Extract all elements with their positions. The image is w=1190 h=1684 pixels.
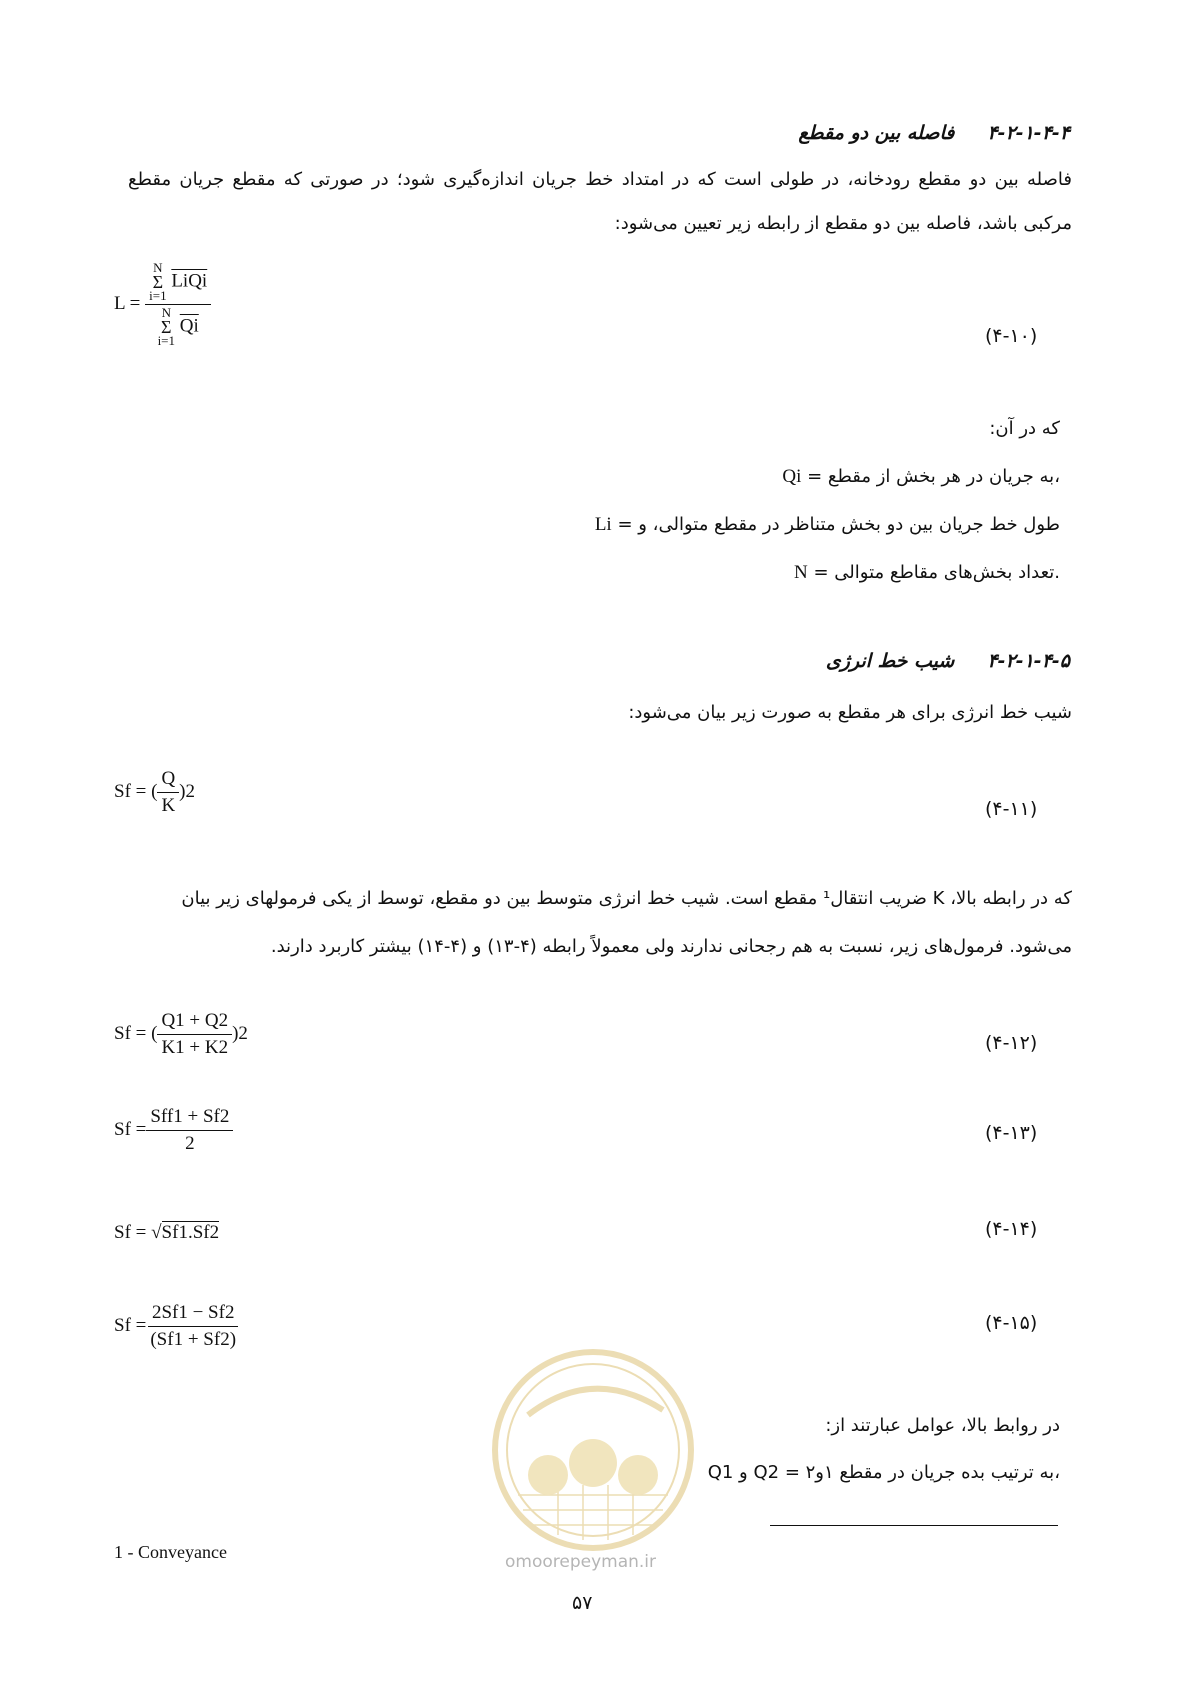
equation-4-10 <box>114 262 211 347</box>
equation-label-4-11: (۴-۱۱) <box>985 798 1038 820</box>
section-title: شیب خط انرژی <box>825 650 955 672</box>
section-heading-4-2-1-4-4 <box>470 122 1070 144</box>
section-number: ۴-۲-۱-۴-۵ <box>987 650 1070 672</box>
equation-4-15: Sf = $\frac{2Sf1 - Sf2}{(Sf1 + Sf2)}$ <box>114 1302 240 1351</box>
equation-label-4-10: (۴-۱۰) <box>985 325 1038 347</box>
logo-seal-icon <box>488 1345 698 1555</box>
equation-4-12: Sf = ( $\frac{Q1 + Q2}{K1 + K2}$ )2 <box>114 1010 248 1058</box>
energy-slope-intro: شیب خط انرژی برای هر مقطع به صورت زیر بیان می‌شود: <box>628 702 1072 723</box>
section-number: ۴-۲-۱-۴-۴ <box>987 122 1070 144</box>
equation-label-4-12: (۴-۱۲) <box>985 1032 1038 1054</box>
sum-symbol: N Σ i=1 <box>149 260 167 303</box>
definition-qi: Qi = به جریان در هر بخش از مقطع، <box>782 466 1060 487</box>
equation-label-4-13: (۴-۱۳) <box>985 1122 1038 1144</box>
footnote: 1 - Conveyance <box>114 1542 227 1562</box>
paragraph-distance: فاصله بین دو مقطع رودخانه، در طولی است که در امتداد خط جریان اندازه‌گیری شود؛ در صورتی که مقطع جریان مقطع مرکبی باشد، فاصله بین دو مقطع از رابطه زیر تعیین می‌شود: <box>128 169 1072 234</box>
factors-label: در روابط بالا، عوامل عبارتند از: <box>825 1415 1060 1436</box>
paragraph-k-line1: که در رابطه بالا، K ضریب انتقال¹ مقطع است. شیب خط انرژی متوسط بین دو مقطع، توسط از یکی فرمولهای زیر بیان <box>181 888 1072 909</box>
equation-4-11: Sf = ( $\frac{Q}{K}$ )2 <box>114 768 195 816</box>
equation-4-13: Sf = $\frac{\text{Sff1 + Sf2}}{2}$ <box>114 1106 233 1155</box>
definition-n: N = تعداد بخش‌های مقاطع متوالی. <box>794 562 1060 583</box>
watermark-url: omoorepeyman.ir <box>505 1552 657 1572</box>
page-number: ۵۷ <box>572 1592 593 1614</box>
eq-lhs: L = <box>114 292 141 314</box>
section-title: فاصله بین دو مقطع <box>798 122 955 144</box>
sqrt-symbol: √ <box>151 1222 162 1243</box>
eq-numerator: LiQi <box>171 270 208 292</box>
eq-denominator: $\overline{Qi}$ <box>179 315 199 337</box>
footnote-divider <box>770 1525 1058 1526</box>
section-heading-4-2-1-4-5 <box>470 650 1070 672</box>
watermark-logo <box>488 1345 698 1555</box>
equation-4-14: Sf = √Sf1.Sf2 <box>114 1222 220 1243</box>
equation-label-4-15: (۴-۱۵) <box>985 1312 1038 1334</box>
paragraph-k-line2: می‌شود. فرمول‌های زیر، نسبت به هم رجحانی ندارند ولی معمولاً رابطه (۴-۱۳) و (۴-۱۴) بیشتر کاربرد دارند. <box>270 936 1072 957</box>
sum-symbol-denominator: N Σ i=1 <box>157 305 176 348</box>
factor-q1-q2: Q1 و Q2 = به ترتیب بده جریان در مقطع ۱و۲، <box>707 1462 1060 1483</box>
eq-fraction <box>145 262 211 347</box>
where-label: که در آن: <box>989 418 1060 439</box>
equation-label-4-14: (۴-۱۴) <box>985 1218 1038 1240</box>
definition-li: Li = طول خط جریان بین دو بخش متناظر در مقطع متوالی، و <box>594 514 1060 535</box>
